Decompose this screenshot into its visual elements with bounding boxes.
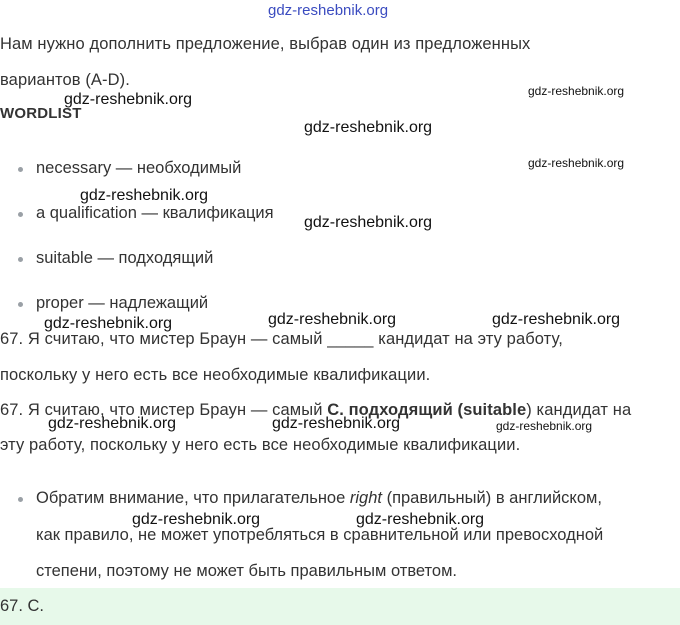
- note-line-2: как правило, не может употребляться в сравнительной или превосходной: [36, 526, 604, 544]
- watermark: gdz-reshebnik.org: [528, 156, 625, 170]
- note-line-3: степени, поэтому не может быть правильным ответом.: [36, 562, 457, 580]
- question-line-1: 67. Я считаю, что мистер Браун — самый _____ кандидат на эту работу,: [0, 330, 563, 348]
- watermark: gdz-reshebnik.org: [492, 311, 621, 328]
- watermark: gdz-reshebnik.org: [272, 415, 401, 432]
- note-suffix: (правильный) в английском,: [381, 489, 602, 507]
- note-prefix: Обратим внимание, что прилагательное: [36, 489, 350, 507]
- answer-bar: [0, 588, 680, 625]
- watermark: gdz-reshebnik.org: [48, 415, 177, 432]
- watermark: gdz-reshebnik.org: [64, 91, 193, 108]
- watermark: gdz-reshebnik.org: [304, 119, 433, 136]
- intro-line-2: вариантов (A-D).: [0, 71, 130, 89]
- bullet-icon: [18, 497, 23, 502]
- question-line-2: поскольку у него есть все необходимые квалификации.: [0, 366, 431, 384]
- bullet-icon: [18, 302, 23, 307]
- watermark: gdz-reshebnik.org: [496, 419, 593, 433]
- intro-line-1: Нам нужно дополнить предложение, выбрав один из предложенных: [0, 35, 531, 53]
- wordlist-item: a qualification — квалификация: [36, 204, 274, 222]
- watermark: gdz-reshebnik.org: [268, 311, 397, 328]
- solution-line-2: эту работу, поскольку у него есть все необходимые квалификации.: [0, 436, 521, 454]
- wordlist-item: necessary — необходимый: [36, 159, 242, 177]
- wordlist-item: suitable — подходящий: [36, 249, 214, 267]
- solution-prefix: 67. Я считаю, что мистер Браун — самый: [0, 401, 328, 419]
- watermark: gdz-reshebnik.org: [304, 214, 433, 231]
- watermark: gdz-reshebnik.org: [44, 315, 173, 332]
- wordlist-heading: WORDLIST: [0, 105, 82, 122]
- watermark: gdz-reshebnik.org: [80, 187, 209, 204]
- watermark: gdz-reshebnik.org: [268, 2, 389, 19]
- solution-highlight: С. подходящий (suitable: [327, 401, 527, 419]
- solution-suffix: ) кандидат на: [526, 401, 632, 419]
- watermark: gdz-reshebnik.org: [528, 84, 625, 98]
- bullet-icon: [18, 212, 23, 217]
- bullet-icon: [18, 257, 23, 262]
- wordlist-item: proper — надлежащий: [36, 294, 209, 312]
- note-line-1: [36, 489, 602, 508]
- watermark: gdz-reshebnik.org: [356, 511, 485, 528]
- note-italic-word: right: [349, 489, 382, 507]
- bullet-icon: [18, 167, 23, 172]
- watermark: gdz-reshebnik.org: [132, 511, 261, 528]
- answer-text: 67. С.: [0, 597, 45, 615]
